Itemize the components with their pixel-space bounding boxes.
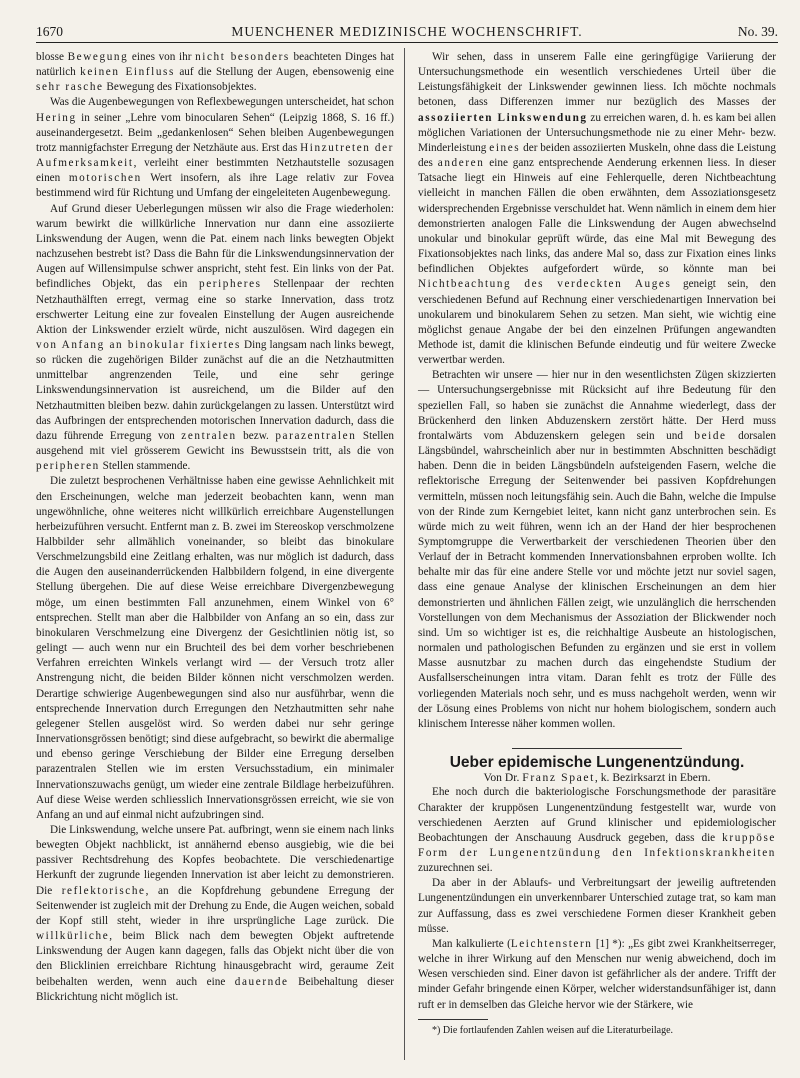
spaced-emphasis: keinen Einfluss (80, 66, 175, 79)
spaced-emphasis: eines (489, 141, 521, 154)
text-run: Die zuletzt besprochenen Verhältnisse haben eine gewisse Aehnlichkeit mit den Erscheinungen, welche man jederzeit beobachten kann, wenn man ungewöhnliche, ohne weiteres nicht willkürlich erreichbare Augenstellungen herbeizuführen versucht. Entfernt man z. B. zwei im Stereoskop verschmolzene Halbbilder sehr allmählich voneinander, so bleibt das binokulare Verschmelzungsbild eine Zeitlang erhalten, was nur möglich ist dadurch, dass die Augen den auseinanderrückenden Halbbildern folgend, in eine divergente Stellung übergehen. Die auf diese Weise erreichbare Divergenzbewegung möge, um einen bestimmten Fall anzunehmen, einem Winkel von 6° entsprechen. Stellt man aber die Halbbilder von Anfang an so ein, dass zur binokularen Verschmelzung eine Divergenz der Gesichtlinien nötig ist, so gelingt — auch wenn nur ein Bruchteil des bei dem vorher beschriebenen Verfahren erreichten Winkels verlangt wird — der Versuch trotz aller Anstrengung nicht, die beiden Bilder können nicht verschmolzen werden. Derartige schwierige Augenbewegungen sind also nur ausführbar, wenn die entsprechende Innervation durch Erregungen den Netzhautmitten sehr nahe gelegener Stellen ausgelöst wird. So werden dabei nur sehr geringe Innervationsgrössen benötigt; sind diese aufgebracht, so bewirkt die abermalige und ebenso geringe Verschiebung der Bilder eine Erregung derselben parazentralen Stellen wie im ersten Versuchsstadium, ein minimaler Innervationszuwachs genügt, um wieder eine zentrale Bildlage herbeizuführen. Auf diese Weise werden schliesslich Innervationsgrössen erreicht, wie sie von Anfang an und auf einmal nicht aufzubringen sind. (36, 475, 394, 821)
paragraph (36, 474, 394, 823)
text-run: [1] *): „Es gibt zwei Krankheitserreger, welche in ihrer Wirkung auf den Menschen nur wenig abweichend, doch im Wesen verschieden sind. Einer davon ist gefährlicher als der andere. Trifft der minder Gefahr bringende einen Körper, welcher widerstandsunfähiger ist, dann ruft er in demselben das Gleiche hervor wie der Stärkere, wie (418, 937, 776, 1011)
spaced-emphasis: willkürliche (36, 930, 110, 943)
text-run: Man kalkulierte ( (432, 937, 511, 950)
text-run: der beiden assoziierten Muskeln, ohne dass die Leistung des (418, 141, 776, 170)
paragraph (418, 368, 776, 732)
text-run: Stellenpaar der rechten Netzhauthälften erregt, vermag eine so starke Innervation, dass trotz erschwerter Leitung eine zur fovealen Einstellung der Augen ausreichende Aktion der Linkswender erzielt würde, nicht auszulösen. Wird dagegen ein (36, 278, 394, 336)
spaced-emphasis: anderen (437, 157, 485, 170)
paragraph (36, 50, 394, 95)
text-run: Auf Grund dieser Ueberlegungen müssen wir also die Frage wiederholen: warum bewirkt die willkürliche Innervation nur dann eine assoziierte Linkswendung der Augen, wenn die Pat. einem nach links bewegten Objekt nachzusehen bestrebt ist? Dass die Bahn für die Linkswendungsinnervation der Augen auf Willensimpulse schwer anspricht, steht fest. Ein links von der Pat. befindliches Objekt, das ein (36, 202, 394, 291)
spaced-emphasis: parazentralen (275, 429, 357, 442)
article-separator (512, 748, 682, 749)
paragraph (36, 202, 394, 475)
text-run: zuzurechnen sei. (418, 862, 493, 875)
bold-spaced-text: assoziierten Linkswendung (418, 111, 588, 124)
spaced-emphasis: peripheres (199, 278, 262, 291)
article-byline (418, 770, 776, 785)
text-run: , verleiht einer bestimmten Netzhautstelle sozusagen einen (36, 157, 394, 185)
paragraph (418, 785, 776, 876)
text-run: Wir sehen, dass in unserem Falle eine geringfügige Variierung der Untersuchungsmethode ein wesentlich verschiedenes Urteil über die Leistungsfähigkeit der Linkswender gewinnen liess. Ich möchte nochmals betonen, dass Differenzen immer nur bezüglich des Masses der (418, 51, 776, 109)
text-run: Was die Augenbewegungen von Reflexbewegungen unterscheidet, hat schon (50, 96, 394, 109)
text-run: , beim Blick nach dem bewegten Objekt auftretende Linkswendung der Augen kann dagegen, falls das Objekt nicht über die von den Blicklinien erreichbare Richtung hinausgebracht wird, geraume Zeit beibehalten werden, wenn auch eine (36, 930, 394, 988)
issue-number: No. 39. (737, 24, 778, 39)
spaced-emphasis: dauernde (234, 975, 289, 988)
spaced-emphasis: motorischen (68, 172, 142, 185)
spaced-emphasis: reflektorische (61, 884, 146, 897)
text-run: beachteten Dinges hat natürlich (36, 51, 395, 79)
text-run: blosse (36, 51, 68, 63)
text-run: Ding langsam nach links bewegt, so rücken die zugehörigen Bilder zunächst auf die an die Netzhautmitten unmittelbar angrenzenden Teile, und eine sehr geringe Linkswendungsinnervation ist ausreichend, um die Bilder auf den Netzhautmitten bleiben bezw. dahin zurückgelangen zu lassen. Unterstützt wird das Aufbringen der entsprechenden motorischen Innervation dadurch, dass die dazu führende Erregung von (36, 338, 395, 442)
spaced-emphasis: Leichtenstern (510, 937, 593, 950)
text-run: auf die Stellung der Augen, ebensowenig eine (174, 66, 394, 79)
text-run: bezw. (236, 429, 276, 442)
paragraph (36, 823, 394, 1005)
spaced-emphasis: kruppöse Form der Lungenentzündung den Infektionskrankheiten (418, 831, 776, 859)
page-header (36, 20, 778, 43)
footnote: *) Die fortlaufenden Zahlen weisen auf die Literaturbeilage. (432, 1024, 674, 1036)
text-run: Wert insofern, als ihre Lage relativ zur Fovea bestimmend wird für Richtung und Umfang der eingeleiteten Augenbewegung. (36, 172, 394, 200)
footnote-rule (418, 1019, 488, 1020)
text-run: Stellen stammende. (99, 460, 191, 473)
text-run: dorsalen Längsbündel, wahrscheinlich aber nur in bestimmten Abschnitten beschädigt haben. Denn die in beiden Längsbündeln aufsteigenden Fasern, welche die reflektorische Erregung der Seitenwender bei passiven Kopfdrehungen vermitteln, müssen noch leitungsfähig sein. Auch die Bahn, welche die Impulse von der Rinde zum Kerngebiet leitet, kann nicht ganz unterbrochen sein. Es würde mich zu weit führen, wenn ich an der Hand der hier besprochenen Symptomgruppe die Verwertbarkeit der verschiedenen Theorien über den Verlauf der in Betracht kommenden Innervationsbahnen erproben wollte. Ich behalte mir das für eine andere Stelle vor und möchte jetzt nur soviel sagen, dass eine genaue Analyse der klinischen Erscheinungen an dem hier demonstrierten und ähnlichen Fällen zeigt, wie unzulänglich die herrschenden Vorstellungen von dem Mechanismus der Assoziation der Blickwender noch sind. Um so wichtiger ist es, die reichhaltige Ausbeute an histologischen, normalen und pathologischen Befunden zu ergänzen und sie erst in vollem Masse ausnutzbar zu machen durch das eingehendste Studium der Ausfallserscheinungen intra vitam. Daran fehlt es trotz der Fülle des vorliegenden Materials noch sehr, und es muss nachgeholt werden, wenn wir der Lösung eines Problems von nicht nur hohem biologischem, sondern auch klinischem Interesse näher kommen wollen. (418, 429, 777, 730)
text-run: Ehe noch durch die bakteriologische Forschungsmethode der parasitäre Charakter der kruppösen Lungenentzündung festgestellt war, wurde von verschiedenen Aerzten auf Grund klinischer und epidemiologischer Beobachtungen der Anschauung Ausdruck gegeben, dass die (418, 786, 776, 844)
paragraph (36, 95, 394, 201)
text-run: eine ganz entsprechende Aenderung erkennen liess. In dieser Tatsache liegt ein Hinweis auf eine Fehlerquelle, deren Nichtbeachtung vielleicht in manchen Fällen die oben erwähnten, dem Assoziationsgesetz widersprechenden Ergebnisse verschuldet hat. Wenn nämlich in einem dem hier demonstrierten analogen Falle die Linkswendung der Augen abwechselnd unokular und binokular geprüft würde, das eine Mal mit Bewegung des Fixationsobjektes nach links, das andere Mal so, dass zur Fixation eines links befindlichen Objektes aufgefordert würde, so könnte man bei (418, 157, 776, 276)
spaced-emphasis: sehr rasche (36, 81, 104, 94)
right-column (418, 50, 776, 1038)
spaced-emphasis: beide (694, 429, 727, 442)
spaced-emphasis: Bewegung (67, 51, 129, 63)
spaced-emphasis: Hinzutreten der Aufmerksamkeit (36, 141, 394, 170)
text-run: Die Linkswendung, welche unsere Pat. aufbringt, wenn sie einem nach links bewegten Objekt nachblickt, ist annähernd ebenso ausgiebig, wie die bei passiver Rechtsdrehung des Kopfes beobachtete. Die verschiedenartige Herkunft der zugrunde liegenden Innervation ist aber leicht zu demonstrieren. Die (36, 823, 394, 897)
text-run: Stellen ausgehend mit viel grösserem Gewicht ins Bewusstsein tritt, als die von (36, 429, 394, 458)
paragraph (418, 876, 776, 937)
column-divider (404, 48, 405, 1060)
spaced-emphasis: Hering (36, 111, 77, 124)
left-column (36, 50, 394, 1005)
spaced-emphasis: peripheren (36, 460, 100, 473)
spaced-emphasis: Franz Spaet (522, 771, 595, 785)
text-run: Betrachten wir unsere — hier nur in den wesentlichsten Zügen skizzierten — Untersuchungsergebnisse mit Rücksicht auf ihre Bedeutung für den speziellen Fall, so haben sie zunächst die Annahme wiederlegt, dass der Brückenherd den linken Abduzenskern zerstört hätte. Der Herd muss frontalwärts vom Abduzenskern gelegen sein und (418, 369, 776, 442)
journal-title: MUENCHENER MEDIZINISCHE WOCHENSCHRIFT. (231, 24, 583, 39)
text-run: in seiner „Lehre vom binocularen Sehen“ (Leipzig 1868, S. 16 ff.) auseinandergesetzt. Beim „gedankenlosen“ Sehen bleiben Augenbewegungen trotz mannigfachster Erregung der Netzhäute aus. Erst das (36, 111, 394, 154)
text-run: Bewegung des Fixationsobjektes. (103, 81, 257, 94)
text-run: , k. Bezirksarzt in Ebern. (594, 771, 711, 785)
text-run: zu erreichen waren, d. h. es kam bei allen möglichen Variationen der Untersuchungsmethode nie zu einer Mehr- bezw. Minderleistung (418, 111, 776, 154)
spaced-emphasis: Nichtbeachtung des verdeckten Auges (418, 278, 672, 291)
spaced-emphasis: von Anfang an binokular fixiertes (36, 338, 241, 351)
spaced-emphasis: zentralen (181, 429, 237, 442)
text-run: , an die Kopfdrehung gebundene Erregung der Seitenwender ist zugleich mit der Drehung zu Ende, die Augen weichen, sobald der Kopf still steht, wieder in ihre ursprüngliche Lage zurück. Die (36, 884, 395, 927)
paragraph (418, 937, 776, 1013)
page-number: 1670 (36, 24, 63, 39)
spaced-emphasis: nicht besonders (195, 51, 290, 63)
text-run: geneigt sein, den verschiedenen Befund auf Rechnung einer verschiedenartigen Innervation bei unokularem und binokularem Sehen zu setzen. Man sieht, wie wichtig eine möglichst genaue Angabe der bei den einzelnen Prüfungen angewandten Methode ist, damit die klinischen Befunde eindeutig und für weitere Zwecke verwertbar werden. (418, 278, 776, 367)
text-run: Von Dr. (483, 771, 523, 785)
text-run: Beibehaltung dieser Blickrichtung nicht möglich ist. (36, 975, 394, 1003)
article-title: Ueber epidemische Lungenentzündung. (449, 754, 745, 772)
text-run: eines von ihr (128, 51, 196, 63)
text-run: Da aber in der Ablaufs- und Verbreitungsart der jeweilig auftretenden Lungenentzündungen ein unverkennbarer Unterschied zutage trat, so kam man zur Auffassung, dass es zwei verschiedene Formen dieser Krankheit geben müsse. (418, 877, 776, 935)
paragraph (418, 50, 776, 368)
